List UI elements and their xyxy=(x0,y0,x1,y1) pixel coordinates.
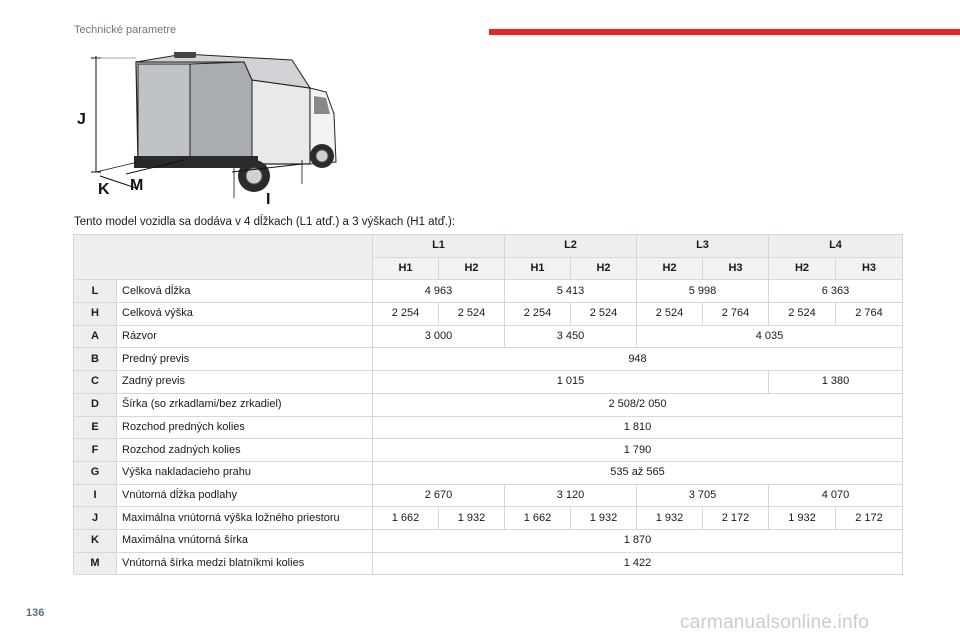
table-row xyxy=(74,325,903,348)
dimensions-table xyxy=(73,234,903,575)
table-row xyxy=(74,348,903,371)
row-label: Rozchod zadných kolies xyxy=(117,439,373,462)
table-header-length: L3 xyxy=(637,235,769,258)
table-row xyxy=(74,507,903,530)
table-row xyxy=(74,416,903,439)
row-code: L xyxy=(74,280,117,303)
watermark: carmanualsonline.info xyxy=(680,612,870,633)
row-code: F xyxy=(74,439,117,462)
table-header-height: H3 xyxy=(836,257,903,280)
row-code: K xyxy=(74,529,117,552)
row-value: 1 790 xyxy=(373,439,903,462)
row-label: Šírka (so zrkadlami/bez zrkadiel) xyxy=(117,393,373,416)
row-value: 1 932 xyxy=(769,507,836,530)
row-value: 1 932 xyxy=(439,507,505,530)
row-value: 2 524 xyxy=(637,303,703,326)
page-number: 136 xyxy=(26,607,45,619)
row-value: 1 810 xyxy=(373,416,903,439)
table-header-length: L4 xyxy=(769,235,903,258)
row-label: Maximálna vnútorná výška ložného priestoru xyxy=(117,507,373,530)
row-value: 2 670 xyxy=(373,484,505,507)
table-header-height: H2 xyxy=(439,257,505,280)
row-value: 1 662 xyxy=(505,507,571,530)
row-value: 1 932 xyxy=(571,507,637,530)
row-value: 3 705 xyxy=(637,484,769,507)
row-value: 2 254 xyxy=(373,303,439,326)
label-k: K xyxy=(98,181,110,198)
label-i: I xyxy=(266,191,271,208)
row-value: 2 524 xyxy=(439,303,505,326)
row-label: Celková výška xyxy=(117,303,373,326)
row-label: Rozchod predných kolies xyxy=(117,416,373,439)
header-accent-bar xyxy=(489,29,960,35)
row-code: M xyxy=(74,552,117,575)
table-header-height: H1 xyxy=(505,257,571,280)
row-value: 2 764 xyxy=(836,303,903,326)
table-row xyxy=(74,552,903,575)
row-label: Rázvor xyxy=(117,325,373,348)
row-value: 3 120 xyxy=(505,484,637,507)
table-row xyxy=(74,303,903,326)
table-header-length: L1 xyxy=(373,235,505,258)
intro-text: Tento model vozidla sa dodáva v 4 dĺžkach (L1 atď.) a 3 výškach (H1 atď.): xyxy=(74,216,456,228)
row-label: Celková dĺžka xyxy=(117,280,373,303)
row-label: Vnútorná dĺžka podlahy xyxy=(117,484,373,507)
row-value: 3 450 xyxy=(505,325,637,348)
row-code: G xyxy=(74,461,117,484)
table-row xyxy=(74,461,903,484)
section-title: Technické parametre xyxy=(74,24,177,36)
row-value: 5 998 xyxy=(637,280,769,303)
row-value: 3 000 xyxy=(373,325,505,348)
row-value: 2 764 xyxy=(703,303,769,326)
row-code: A xyxy=(74,325,117,348)
table-row xyxy=(74,529,903,552)
row-value: 1 662 xyxy=(373,507,439,530)
row-value: 1 015 xyxy=(373,371,769,394)
row-value: 535 až 565 xyxy=(373,461,903,484)
van-dimensions-figure xyxy=(74,52,344,208)
row-label: Výška nakladacieho prahu xyxy=(117,461,373,484)
row-value: 2 172 xyxy=(703,507,769,530)
table-header-height: H2 xyxy=(637,257,703,280)
row-value: 2 508/2 050 xyxy=(373,393,903,416)
label-m: M xyxy=(130,177,144,194)
table-header-height: H1 xyxy=(373,257,439,280)
row-value: 4 963 xyxy=(373,280,505,303)
row-label: Vnútorná šírka medzi blatníkmi kolies xyxy=(117,552,373,575)
table-header-height: H3 xyxy=(703,257,769,280)
row-code: H xyxy=(74,303,117,326)
row-value: 2 524 xyxy=(571,303,637,326)
row-value: 1 932 xyxy=(637,507,703,530)
row-code: J xyxy=(74,507,117,530)
row-value: 5 413 xyxy=(505,280,637,303)
row-value: 948 xyxy=(373,348,903,371)
row-code: C xyxy=(74,371,117,394)
row-value: 4 035 xyxy=(637,325,903,348)
row-value: 6 363 xyxy=(769,280,903,303)
table-header-height: H2 xyxy=(769,257,836,280)
row-value: 2 172 xyxy=(836,507,903,530)
table-header-length: L2 xyxy=(505,235,637,258)
row-code: I xyxy=(74,484,117,507)
table-row xyxy=(74,484,903,507)
row-label: Predný previs xyxy=(117,348,373,371)
table-row xyxy=(74,280,903,303)
row-value: 1 380 xyxy=(769,371,903,394)
table-header-lengths xyxy=(74,235,903,258)
row-label: Maximálna vnútorná šírka xyxy=(117,529,373,552)
row-label: Zadný previs xyxy=(117,371,373,394)
table-row xyxy=(74,439,903,462)
row-code: D xyxy=(74,393,117,416)
table-header-height: H2 xyxy=(571,257,637,280)
row-value: 4 070 xyxy=(769,484,903,507)
table-row xyxy=(74,371,903,394)
row-value: 2 254 xyxy=(505,303,571,326)
row-code: B xyxy=(74,348,117,371)
table-header-blank xyxy=(74,235,373,280)
row-value: 1 870 xyxy=(373,529,903,552)
row-value: 2 524 xyxy=(769,303,836,326)
row-code: E xyxy=(74,416,117,439)
label-j: J xyxy=(77,111,86,128)
table-row xyxy=(74,393,903,416)
row-value: 1 422 xyxy=(373,552,903,575)
